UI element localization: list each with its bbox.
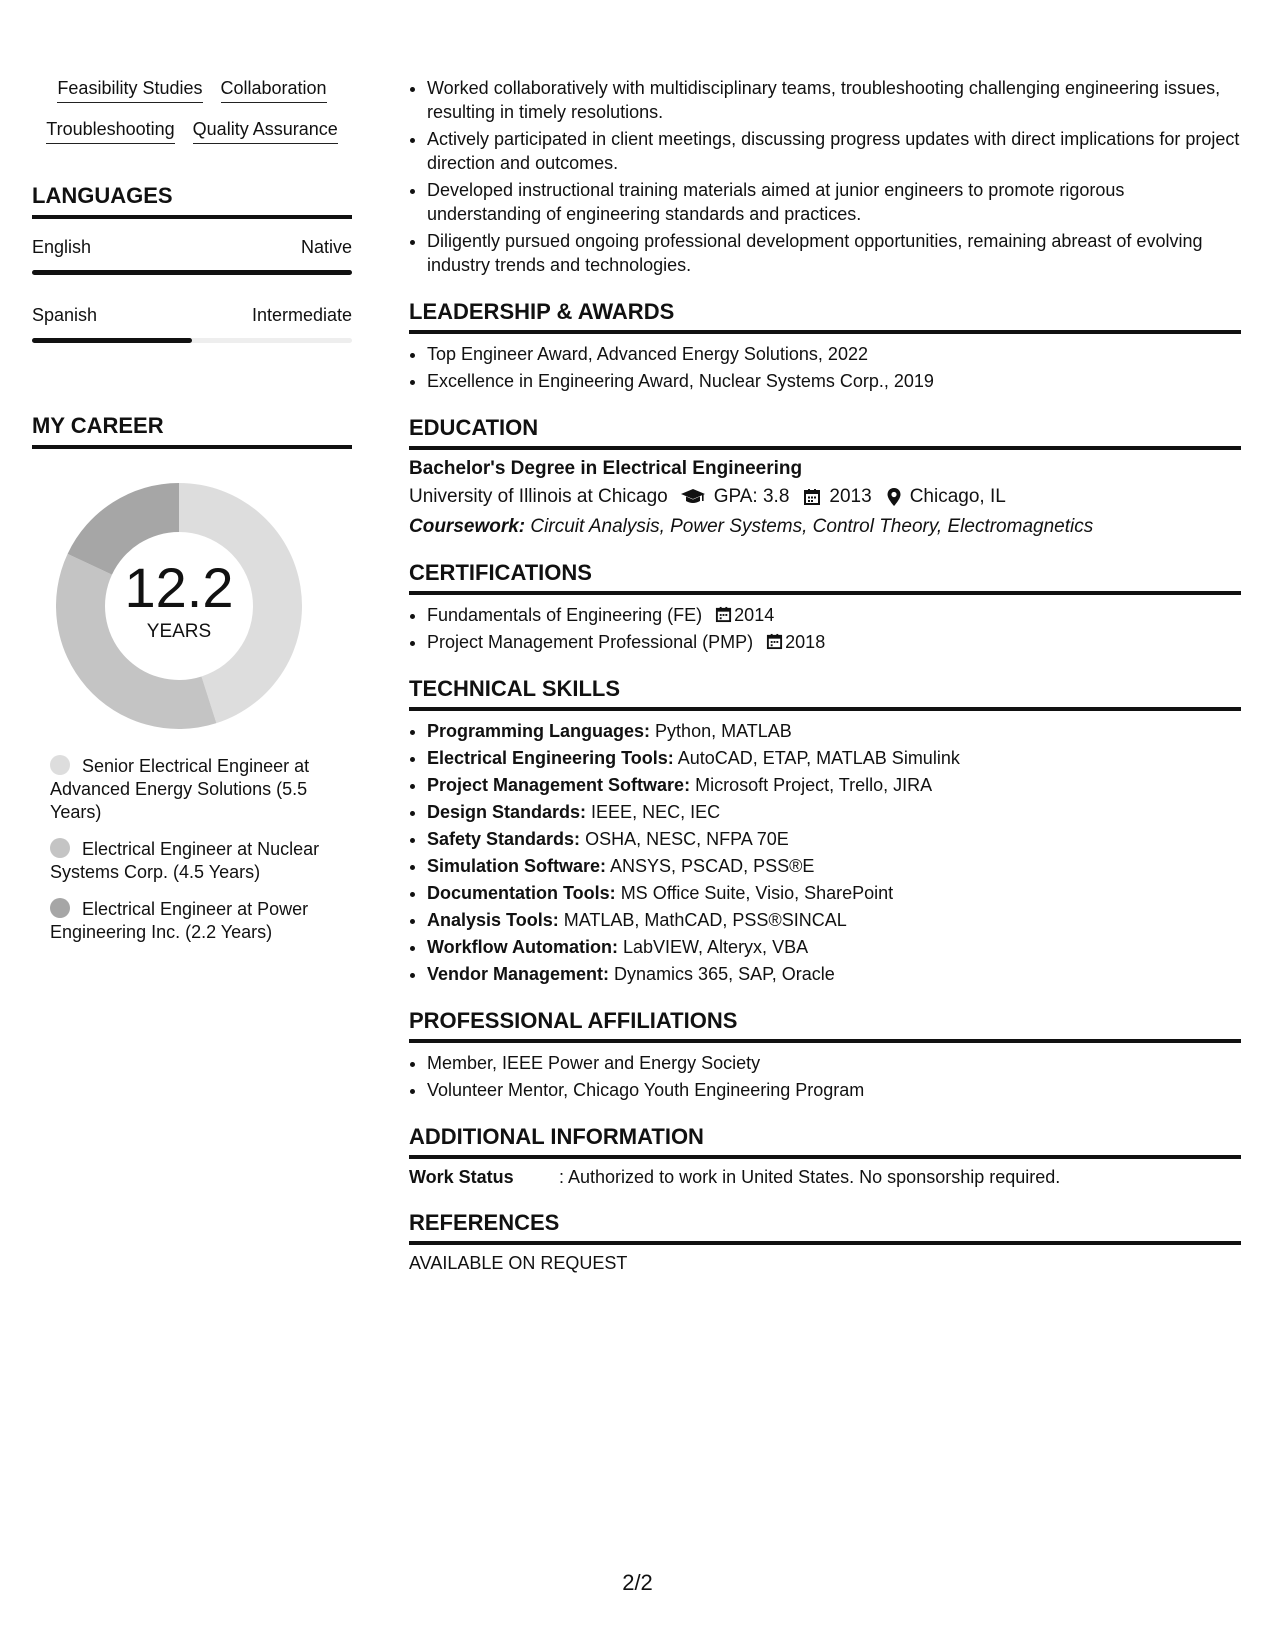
career-heading: MY CAREER [32,413,352,449]
affiliations-section [409,1008,1241,1102]
calendar-icon [803,488,821,506]
language-bar [32,270,352,275]
legend-dot [50,838,70,858]
work-status [409,1167,1241,1188]
experience-bullet: • Actively participated in client meetings, discussing progress updates with direct implications for project direction and outcomes. [427,127,1241,175]
experience-bullet: • Developed instructional training materials aimed at junior engineers to promote rigorous understanding of engineering standards and practices. [427,178,1241,226]
legend-label: Electrical Engineer at Nuclear Systems Corp. (4.5 Years) [50,839,320,882]
certification-item [427,630,1241,654]
right-column [409,76,1241,1274]
references-heading: REFERENCES [409,1210,1241,1245]
certifications-heading: CERTIFICATIONS [409,560,1241,595]
awards-section [409,299,1241,393]
certification-item [427,603,1241,627]
technical-skill-label: Analysis Tools: [427,910,559,930]
affiliation-item: • Volunteer Mentor, Chicago Youth Engineering Program [427,1078,1241,1102]
language-bar-fill [32,338,192,343]
technical-skill-value: Microsoft Project, Trello, JIRA [695,775,933,795]
award-item: • Excellence in Engineering Award, Nuclear Systems Corp., 2019 [427,369,1241,393]
technical-skill-value: ANSYS, PSCAD, PSS®E [610,856,815,876]
skills-tags-row [32,78,352,103]
legend-label: Electrical Engineer at Power Engineering Inc. (2.2 Years) [50,899,309,942]
technical-skill-value: Dynamics 365, SAP, Oracle [614,964,835,984]
language-level: Intermediate [251,305,352,325]
certification-name: Fundamentals of Engineering (FE) [427,605,703,625]
language-item [32,305,352,343]
work-status-label: Work Status [409,1167,514,1187]
technical-skills-list [409,719,1241,986]
technical-skill-value: IEEE, NEC, IEC [591,802,721,822]
technical-skill-item [427,719,1241,743]
technical-skill-value: MS Office Suite, Visio, SharePoint [620,883,894,903]
experience-bullets [409,76,1241,277]
technical-skill-label: Documentation Tools: [427,883,616,903]
education-details [409,486,1241,508]
technical-skill-item [427,854,1241,878]
technical-skill-item [427,746,1241,770]
legend-item [50,755,340,824]
skill-tag: Feasibility Studies [57,78,202,103]
certification-year: 2014 [734,605,775,625]
technical-skill-item [427,962,1241,986]
legend-item [50,898,340,944]
education-heading: EDUCATION [409,415,1241,450]
technical-skill-label: Simulation Software: [427,856,607,876]
technical-skill-label: Workflow Automation: [427,937,618,957]
legend-item [50,838,340,884]
language-name: Spanish [32,305,98,325]
legend-dot [50,898,70,918]
experience-bullet: • Diligently pursued ongoing professional development opportunities, remaining abreast of evolving industry trends and technologies. [427,229,1241,277]
affiliations-heading: PROFESSIONAL AFFILIATIONS [409,1008,1241,1043]
language-name: English [32,237,92,257]
coursework [409,516,1241,538]
technical-skill-label: Design Standards: [427,802,587,822]
career-total: 12.2 [124,556,234,619]
certification-year: 2018 [785,632,826,652]
left-column [32,78,352,958]
technical-skill-value: LabVIEW, Alteryx, VBA [623,937,809,957]
graduation-cap-icon [680,488,706,506]
technical-skill-label: Electrical Engineering Tools: [427,748,674,768]
coursework-label: Coursework: [409,516,526,537]
legend-dot [50,755,70,775]
technical-skill-label: Programming Languages: [427,721,651,741]
technical-skills-heading: TECHNICAL SKILLS [409,676,1241,711]
technical-skill-item [427,773,1241,797]
language-item [32,237,352,275]
certification-name: Project Management Professional (PMP) [427,632,754,652]
languages-heading: LANGUAGES [32,183,352,219]
technical-skill-value: Python, MATLAB [655,721,792,741]
calendar-icon [715,606,732,623]
technical-skill-label: Project Management Software: [427,775,691,795]
affiliation-item: • Member, IEEE Power and Energy Society [427,1051,1241,1075]
technical-skill-item [427,827,1241,851]
technical-skill-label: Safety Standards: [427,829,581,849]
career-unit: YEARS [146,621,212,642]
skill-tag: Collaboration [221,78,327,103]
language-level: Native [300,237,352,257]
additional-info-heading: ADDITIONAL INFORMATION [409,1124,1241,1159]
experience-bullet: • Worked collaboratively with multidisciplinary teams, troubleshooting challenging engineering issues, resulting in timely resolutions. [427,76,1241,124]
references-section [409,1210,1241,1274]
technical-skill-label: Vendor Management: [427,964,610,984]
technical-skill-item [427,800,1241,824]
location-pin-icon [886,487,902,507]
award-item: • Top Engineer Award, Advanced Energy Solutions, 2022 [427,342,1241,366]
coursework-list: Circuit Analysis, Power Systems, Control Theory, Electromagnetics [530,516,1094,537]
technical-skill-item [427,935,1241,959]
awards-heading: LEADERSHIP & AWARDS [409,299,1241,334]
certifications-section [409,560,1241,654]
language-bar [32,338,352,343]
education-section [409,415,1241,538]
technical-skill-item [427,881,1241,905]
references-text: AVAILABLE ON REQUEST [409,1253,628,1273]
education-location: Chicago, IL [909,486,1006,507]
degree: Bachelor's Degree in Electrical Engineering [409,458,803,479]
skill-tag: Troubleshooting [46,119,174,144]
legend-label: Senior Electrical Engineer at Advanced Energy Solutions (5.5 Years) [50,756,310,822]
graduation-year: 2013 [829,486,872,507]
work-status-value: : Authorized to work in United States. No sponsorship required. [559,1167,1061,1187]
calendar-icon [766,633,783,650]
language-bar-fill [32,270,352,275]
career-donut-chart [56,483,302,729]
technical-skills-section [409,676,1241,986]
additional-info-section [409,1124,1241,1188]
technical-skill-value: OSHA, NESC, NFPA 70E [585,829,789,849]
skill-tag: Quality Assurance [193,119,338,144]
gpa: GPA: 3.8 [713,486,790,507]
page-number: 2/2 [622,1570,653,1595]
school: University of Illinois at Chicago [409,486,668,507]
skills-tags-row [32,119,352,144]
technical-skill-value: AutoCAD, ETAP, MATLAB Simulink [677,748,960,768]
career-legend [50,755,340,944]
technical-skill-item [427,908,1241,932]
technical-skill-value: MATLAB, MathCAD, PSS®SINCAL [563,910,847,930]
